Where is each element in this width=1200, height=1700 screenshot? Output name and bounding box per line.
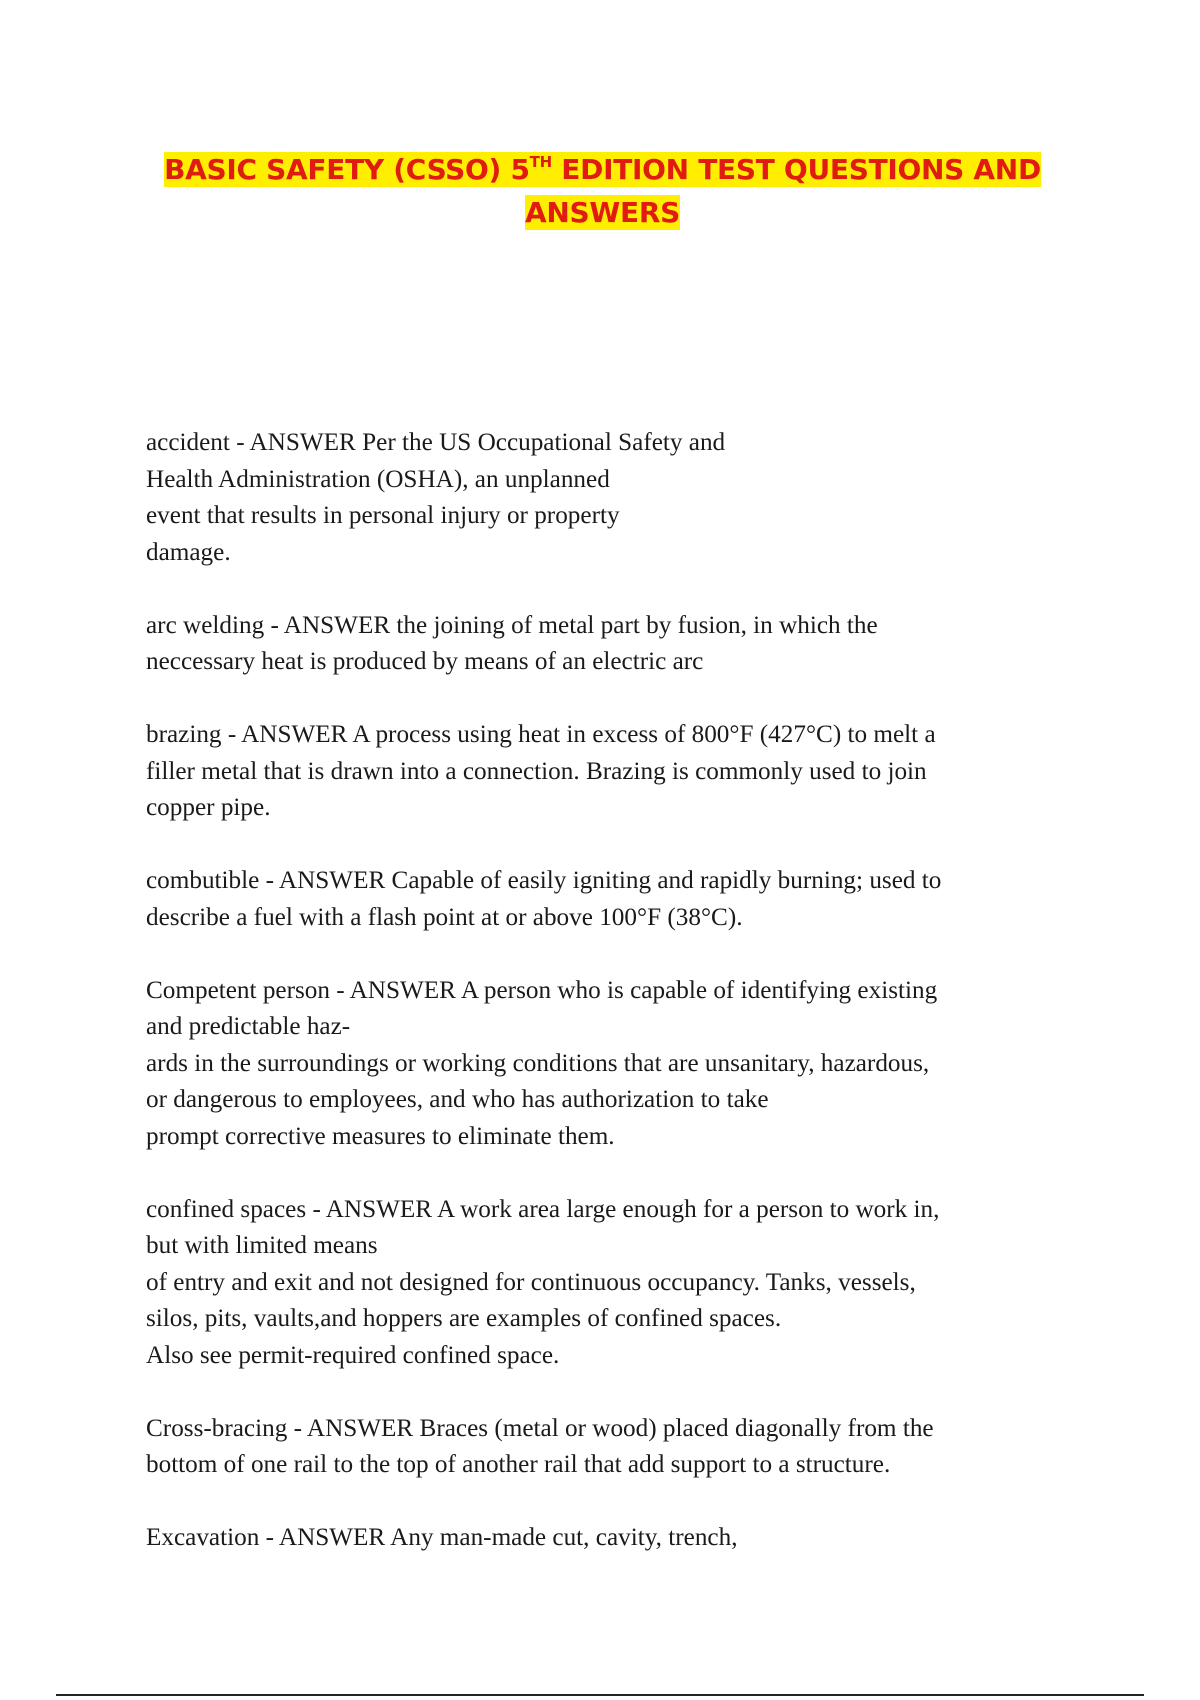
entry-line: prompt corrective measures to eliminate them. (146, 1122, 615, 1150)
entry-line: event that results in personal injury or property (146, 502, 620, 529)
entry-line: describe a fuel with a flash point at or above 100°F (38°C). (146, 903, 743, 931)
entry-line: neccessary heat is produced by means of an electric arc (146, 648, 704, 675)
document-title (145, 148, 1060, 234)
qa-entry-accident (146, 425, 1066, 571)
qa-entry-excavation (146, 1520, 1066, 1557)
entry-line: Excavation - ANSWER Any man-made cut, cavity, trench, (146, 1524, 738, 1551)
qa-entry-confined-spaces (146, 1192, 1066, 1375)
entry-line: or dangerous to employees, and who has authorization to take (146, 1086, 769, 1113)
entry-line: copper pipe. (146, 794, 271, 821)
qa-entries (146, 425, 1066, 1593)
entry-line: ards in the surroundings or working conditions that are unsanitary, hazardous, (146, 1049, 930, 1077)
page-bottom-divider (56, 1694, 1144, 1696)
entry-line: of entry and exit and not designed for continuous occupancy. Tanks, vessels, (146, 1268, 916, 1296)
entry-line: but with limited means (146, 1232, 378, 1259)
title-superscript: TH (529, 153, 552, 171)
title-line-1 (164, 152, 1041, 187)
entry-line: Health Administration (OSHA), an unplanned (146, 465, 610, 493)
entry-line: Also see permit-required confined space. (146, 1341, 560, 1369)
entry-line: Cross-bracing - ANSWER Braces (metal or wood) placed diagonally from the (146, 1414, 934, 1442)
entry-line: and predictable haz- (146, 1013, 351, 1040)
entry-line: combutible - ANSWER Capable of easily igniting and rapidly burning; used to (146, 867, 942, 894)
entry-line: accident - ANSWER Per the US Occupational Safety and (146, 429, 726, 456)
title-text-part-1: BASIC SAFETY (CSSO) 5 (164, 153, 530, 186)
entry-line: confined spaces - ANSWER A work area large enough for a person to work in, (146, 1195, 940, 1223)
title-line-2: ANSWERS (525, 196, 680, 229)
entry-line: bottom of one rail to the top of another rail that add support to a structure. (146, 1451, 891, 1478)
entry-line: brazing - ANSWER A process using heat in excess of 800°F (427°C) to melt a (146, 721, 936, 748)
entry-line: arc welding - ANSWER the joining of metal part by fusion, in which the (146, 611, 878, 639)
title-text-part-2: EDITION TEST QUESTIONS AND (551, 153, 1041, 186)
entry-line: filler metal that is drawn into a connection. Brazing is commonly used to join (146, 757, 927, 785)
qa-entry-brazing (146, 717, 1066, 827)
entry-line: silos, pits, vaults,and hoppers are examples of confined spaces. (146, 1305, 782, 1332)
entry-line: Competent person - ANSWER A person who is capable of identifying existing (146, 976, 938, 1004)
qa-entry-competent-person (146, 973, 1066, 1156)
qa-entry-arc-welding (146, 608, 1066, 681)
qa-entry-cross-bracing (146, 1411, 1066, 1484)
qa-entry-combutible (146, 863, 1066, 936)
entry-line: damage. (146, 538, 231, 566)
